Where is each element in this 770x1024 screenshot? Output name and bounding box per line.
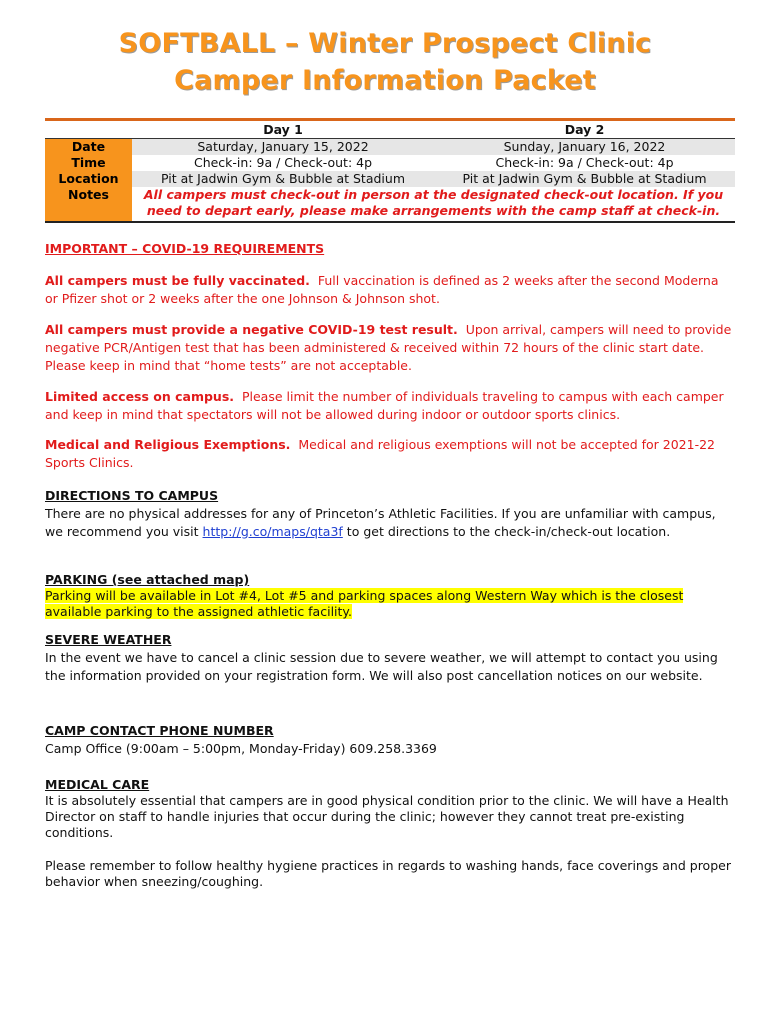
covid-item-text: Upon arrival, campers will need to provide negative PCR/Antigen test that has been administered & received within 72 hours of the clinic start date. Please keep in mind that “home tests” are not acceptable. (45, 322, 732, 373)
weather-heading: SEVERE WEATHER (45, 632, 172, 647)
day2-time: Check-in: 9a / Check-out: 4p (434, 155, 735, 171)
parking-heading: PARKING (see attached map) (45, 572, 250, 587)
row-label-date: Date (45, 139, 132, 156)
schedule-row-location (45, 171, 735, 187)
schedule-row-time (45, 155, 735, 171)
day2-date: Sunday, January 16, 2022 (434, 139, 735, 156)
covid-item-text: Medical and religious exemptions will not be accepted for 2021-22 Sports Clinics. (45, 437, 715, 470)
covid-item-lead: All campers must provide a negative COVID-19 test result. (45, 322, 458, 337)
row-label-time: Time (45, 155, 132, 171)
page-subtitle: Camper Information Packet (174, 65, 596, 96)
weather-text: In the event we have to cancel a clinic session due to severe weather, we will attempt to contact you using the information provided on your registration form. We will also post cancellation notices on our website. (45, 650, 718, 683)
directions-text-before: There are no physical addresses for any of Princeton’s Athletic Facilities. If you are unfamiliar with campus, we recommend you visit (45, 506, 716, 539)
medical-text: It is absolutely essential that campers are in good physical condition prior to the clinic. We will have a Health Director on staff to handle injuries that occur during the clinic; however they cannot treat pre-existing conditions. (45, 793, 729, 840)
day1-date: Saturday, January 15, 2022 (132, 139, 434, 156)
day1-header: Day 1 (132, 120, 434, 139)
directions-text (45, 505, 735, 541)
schedule-row-notes (45, 187, 735, 222)
directions-map-link[interactable]: http://g.co/maps/qta3f (202, 524, 343, 539)
covid-item-lead: Medical and Religious Exemptions. (45, 437, 291, 452)
covid-item-exemptions (45, 436, 735, 472)
schedule-table (45, 118, 735, 223)
directions-heading: DIRECTIONS TO CAMPUS (45, 488, 219, 503)
directions-text-after: to get directions to the check-in/check-out location. (346, 524, 671, 539)
day1-time: Check-in: 9a / Check-out: 4p (132, 155, 434, 171)
day2-location: Pit at Jadwin Gym & Bubble at Stadium (434, 171, 735, 187)
contact-text: Camp Office (9:00am – 5:00pm, Monday-Friday) 609.258.3369 (45, 741, 437, 756)
covid-item-vaccinated (45, 272, 735, 308)
hygiene-text: Please remember to follow healthy hygiene practices in regards to washing hands, face coverings and proper behavior when sneezing/coughing. (45, 858, 731, 889)
covid-heading: IMPORTANT – COVID-19 REQUIREMENTS (45, 241, 325, 256)
covid-item-test (45, 321, 735, 375)
parking-text-block (45, 588, 735, 620)
covid-item-text: Please limit the number of individuals traveling to campus with each camper and keep in mind that spectators will not be allowed during indoor or outdoor sports clinics. (45, 389, 724, 422)
parking-text: Parking will be available in Lot #4, Lot #5 and parking spaces along Western Way which is the closest available parking to the assigned athletic facility. (45, 588, 684, 619)
schedule-header-row (45, 120, 735, 139)
row-label-notes: Notes (45, 187, 132, 222)
schedule-row-date (45, 139, 735, 156)
schedule-corner-cell (45, 120, 132, 139)
day1-location: Pit at Jadwin Gym & Bubble at Stadium (132, 171, 434, 187)
notes-text: All campers must check-out in person at the designated check-out location. If you need to depart early, please make arrangements with the camp staff at check-in. (132, 187, 735, 222)
medical-heading: MEDICAL CARE (45, 777, 150, 792)
covid-item-access (45, 388, 735, 424)
row-label-location: Location (45, 171, 132, 187)
page-title: SOFTBALL – Winter Prospect Clinic (118, 28, 652, 59)
contact-heading: CAMP CONTACT PHONE NUMBER (45, 723, 274, 738)
day2-header: Day 2 (434, 120, 735, 139)
covid-item-text: Full vaccination is defined as 2 weeks after the second Moderna or Pfizer shot or 2 weeks after the one Johnson & Johnson shot. (45, 273, 719, 306)
covid-item-lead: All campers must be fully vaccinated. (45, 273, 310, 288)
covid-item-lead: Limited access on campus. (45, 389, 235, 404)
